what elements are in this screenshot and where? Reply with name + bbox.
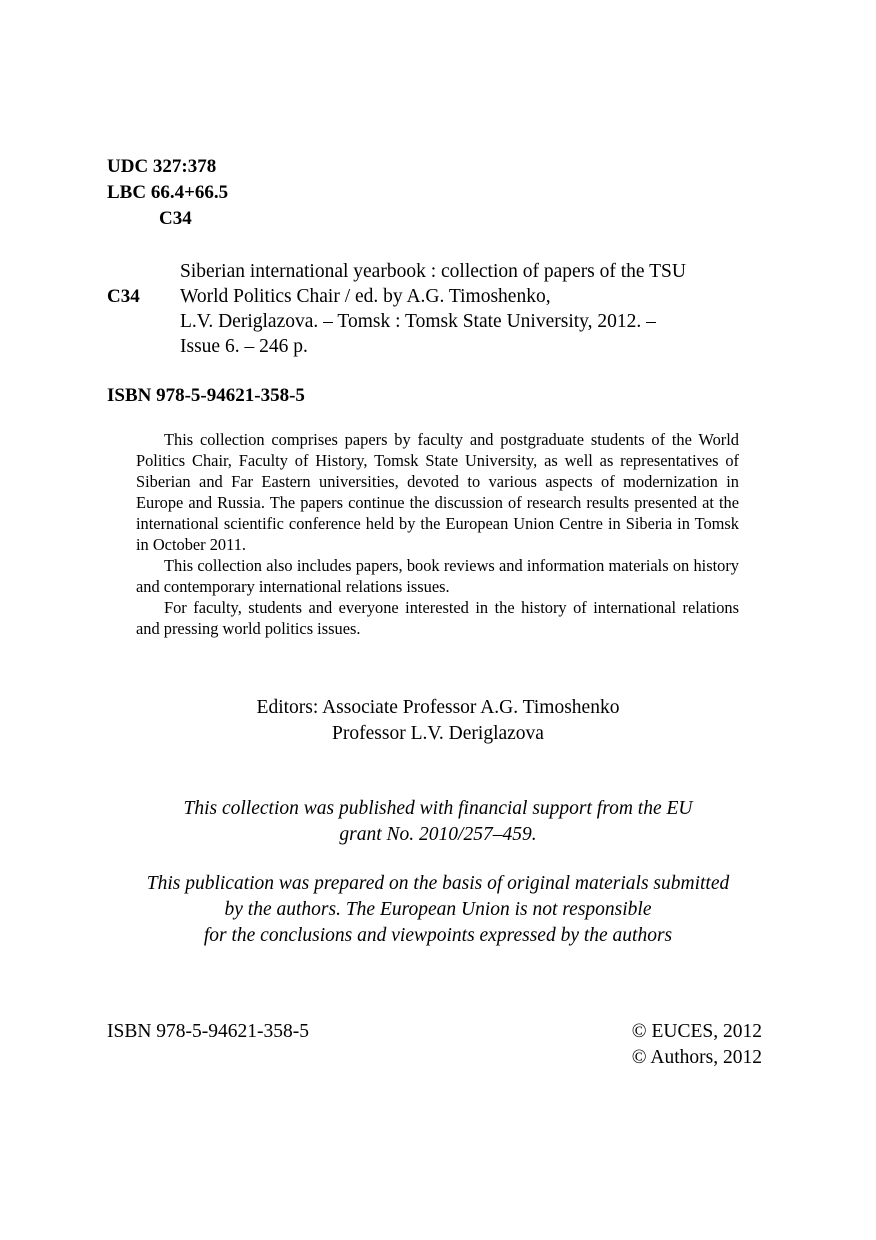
lbc-code: LBC 66.4+66.5 [107,182,229,203]
isbn-header: ISBN 978-5-94621-358-5 [107,385,305,406]
disclaimer-line-1: This publication was prepared on the basis of original materials submitted [146,873,730,894]
editors-line-2: Professor L.V. Deriglazova [332,723,544,744]
bibliographic-line-1: Siberian international yearbook : collection of papers of the TSU [180,261,686,282]
footer-copyright-euces: © EUCES, 2012 [631,1021,762,1042]
funding-line-2: grant No. 2010/257–459. [339,824,537,845]
udc-code: UDC 327:378 [107,156,217,177]
abstract-paragraph-2: This collection also includes papers, book reviews and information materials on history and contemporary international relations issues. [136,556,739,596]
bibliographic-line-2: World Politics Chair / ed. by A.G. Timoshenko, [180,286,551,307]
bibliographic-line-4: Issue 6. – 246 p. [180,336,308,357]
abstract [136,429,739,639]
disclaimer-line-3: for the conclusions and viewpoints expressed by the authors [203,925,673,946]
editors-block [0,695,876,747]
footer-copyright-authors: © Authors, 2012 [631,1047,762,1068]
disclaimer-line-2: by the authors. The European Union is not responsible [224,899,652,920]
disclaimer-note [0,871,876,949]
abstract-paragraph-1: This collection comprises papers by faculty and postgraduate students of the World Politics Chair, Faculty of History, Tomsk State University, as well as representatives of Siberian and Far Eastern universities, devoted to various aspects of modernization in Europe and Russia. The papers continue the discussion of research results presented at the international scientific conference held by the European Union Centre in Siberia in Tomsk in October 2011. [136,430,739,554]
bibliographic-line-3: L.V. Deriglazova. – Tomsk : Tomsk State University, 2012. – [180,311,656,332]
author-mark: C34 [159,208,192,229]
bibliographic-side-code: C34 [107,286,140,307]
footer-isbn: ISBN 978-5-94621-358-5 [107,1021,310,1042]
funding-line-1: This collection was published with financial support from the EU [183,798,693,819]
editors-line-1: Editors: Associate Professor A.G. Timoshenko [256,697,620,718]
funding-note [0,796,876,848]
abstract-paragraph-3: For faculty, students and everyone interested in the history of international relations and pressing world politics issues. [136,598,739,638]
